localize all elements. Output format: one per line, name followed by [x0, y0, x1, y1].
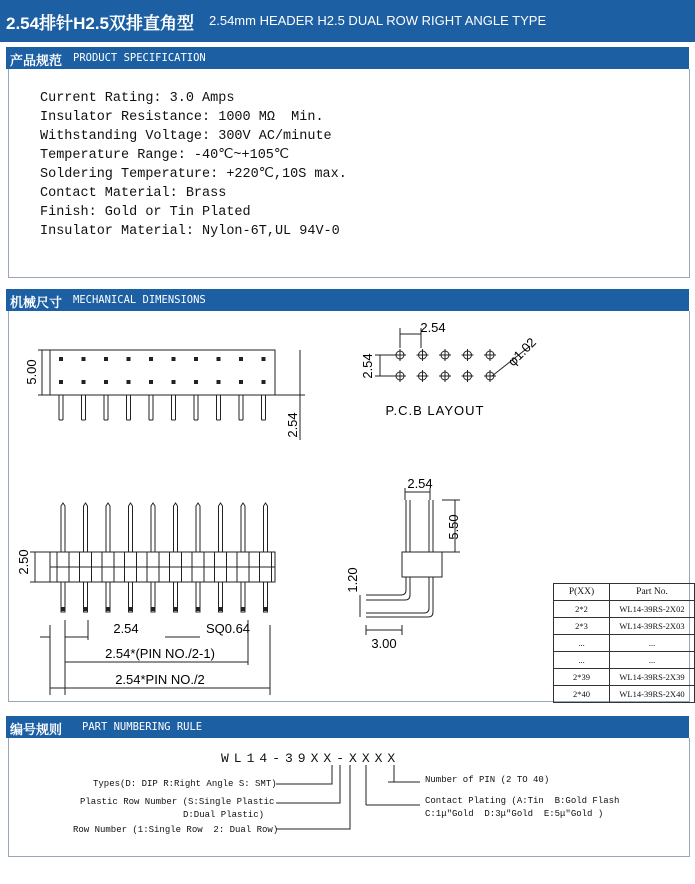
rule-types: Types(D: DIP R:Right Angle S: SMT) [93, 779, 277, 789]
front-pin-upper [106, 503, 110, 552]
pin-square [149, 357, 153, 361]
pin-square [82, 380, 86, 384]
mech-title-en: MECHANICAL DIMENSIONS [73, 294, 206, 306]
dim-formula-1: 2.54*(PIN NO./2-1) [105, 646, 215, 661]
front-pin-tip [264, 607, 268, 611]
pin-square [239, 380, 243, 384]
front-pin-upper [129, 503, 133, 552]
dim-side-len: 3.00 [371, 636, 397, 651]
front-pin-tip [106, 607, 110, 611]
dim-top-pitch: 2.54 [285, 412, 300, 438]
front-pin-upper [219, 503, 223, 552]
pin-square [172, 380, 176, 384]
dim-top-height: 5.00 [24, 359, 39, 385]
spec-item: Withstanding Voltage: 300V AC/minute [40, 129, 332, 144]
front-pin-tip [129, 607, 133, 611]
front-pin-tip [174, 607, 178, 611]
front-pin-tip [196, 607, 200, 611]
part-table [553, 583, 695, 703]
pin-square [59, 380, 63, 384]
top-view-pins [59, 357, 266, 420]
table-cell: ... [554, 635, 610, 652]
pin-square [149, 380, 153, 384]
table-row [554, 618, 695, 635]
spec-item: Current Rating: 3.0 Amps [40, 91, 235, 106]
table-row [554, 652, 695, 669]
top-view-housing [50, 350, 275, 395]
pin-square [82, 357, 86, 361]
pin-square [127, 357, 131, 361]
dim-pcb-pitch-y: 2.54 [360, 353, 375, 379]
title-en: 2.54mm HEADER H2.5 DUAL ROW RIGHT ANGLE TYPE [209, 13, 547, 28]
dim-front-pitch: 2.54 [113, 621, 139, 636]
pcb-layout-label: P.C.B LAYOUT [385, 403, 485, 418]
pin-square [239, 357, 243, 361]
table-cell: 2*3 [554, 618, 610, 635]
rule-pins: Number of PIN (2 TO 40) [425, 775, 550, 785]
spec-item: Insulator Material: Nylon-6T,UL 94V-0 [40, 224, 340, 239]
front-pin-upper [241, 503, 245, 552]
spec-item: Temperature Range: -40℃~+105℃ [40, 148, 290, 163]
dim-side-pitch: 2.54 [407, 476, 433, 491]
table-header: Part No. [610, 584, 695, 601]
table-cell: WL14-39RS-2X03 [610, 618, 695, 635]
mech-title-zh: 机械尺寸 [10, 295, 63, 310]
table-row [554, 635, 695, 652]
table-row [554, 601, 695, 618]
table-cell: 2*40 [554, 686, 610, 703]
pin-square [172, 357, 176, 361]
front-pin-upper [196, 503, 200, 552]
table-cell: WL14-39RS-2X40 [610, 686, 695, 703]
rule-title-en: PART NUMBERING RULE [82, 721, 203, 733]
dim-side-h2: 1.20 [345, 567, 360, 593]
table-row [554, 686, 695, 703]
table-header: P(XX) [554, 584, 610, 601]
front-view-pins [57, 503, 272, 612]
dim-hole: φ1.02 [504, 334, 540, 370]
spec-title-zh: 产品规范 [10, 53, 63, 68]
rule-plastic-1: Plastic Row Number (S:Single Plastic [80, 797, 275, 807]
front-pin-tip [241, 607, 245, 611]
rule-plating-2: C:1μ"Gold D:3μ"Gold E:5μ"Gold ) [425, 809, 604, 819]
front-pin-upper [264, 503, 268, 552]
dim-formula-2: 2.54*PIN NO./2 [115, 672, 205, 687]
rule-plastic-2: D:Dual Plastic) [183, 810, 265, 820]
pin-square [217, 380, 221, 384]
front-pin-tip [151, 607, 155, 611]
pin-square [262, 380, 266, 384]
pcb-holes [394, 349, 496, 382]
spec-item: Finish: Gold or Tin Plated [40, 205, 251, 220]
front-pin-upper [174, 503, 178, 552]
pin-square [194, 357, 198, 361]
spec-item: Insulator Resistance: 1000 MΩ Min. [40, 110, 324, 125]
title-zh: 2.54排针H2.5双排直角型 [6, 14, 194, 33]
table-cell: ... [610, 635, 695, 652]
rule-plating-1: Contact Plating (A:Tin B:Gold Flash [425, 796, 620, 806]
pin-square [104, 380, 108, 384]
dim-side-height: 5.50 [446, 514, 461, 540]
table-cell: ... [554, 652, 610, 669]
table-cell: WL14-39RS-2X39 [610, 669, 695, 686]
pin-square [59, 357, 63, 361]
side-view-housing [402, 552, 442, 577]
front-pin-tip [84, 607, 88, 611]
front-pin-tip [219, 607, 223, 611]
pin-square [194, 380, 198, 384]
pin-square [104, 357, 108, 361]
table-header-row [554, 584, 695, 601]
spec-item: Soldering Temperature: +220℃,10S max. [40, 167, 347, 182]
pin-square [262, 357, 266, 361]
front-pin-upper [151, 503, 155, 552]
front-pin-upper [84, 503, 88, 552]
table-cell: ... [610, 652, 695, 669]
table-cell: WL14-39RS-2X02 [610, 601, 695, 618]
spec-title-en: PRODUCT SPECIFICATION [73, 52, 206, 64]
dim-pcb-pitch-x: 2.54 [420, 320, 446, 335]
front-pin-upper [61, 503, 65, 552]
pin-square [217, 357, 221, 361]
part-code: WL14-39XX-XXXX [221, 751, 401, 766]
table-row [554, 669, 695, 686]
pin-square [127, 380, 131, 384]
dim-front-sq: SQ0.64 [205, 621, 251, 636]
front-pin-tip [61, 607, 65, 611]
rule-section-header [6, 716, 689, 738]
table-cell: 2*39 [554, 669, 610, 686]
dim-front-height: 2.50 [16, 549, 31, 575]
table-cell: 2*2 [554, 601, 610, 618]
rule-row: Row Number (1:Single Row 2: Dual Row) [73, 825, 279, 835]
spec-item: Contact Material: Brass [40, 186, 227, 201]
rule-title-zh: 编号规则 [10, 722, 63, 737]
